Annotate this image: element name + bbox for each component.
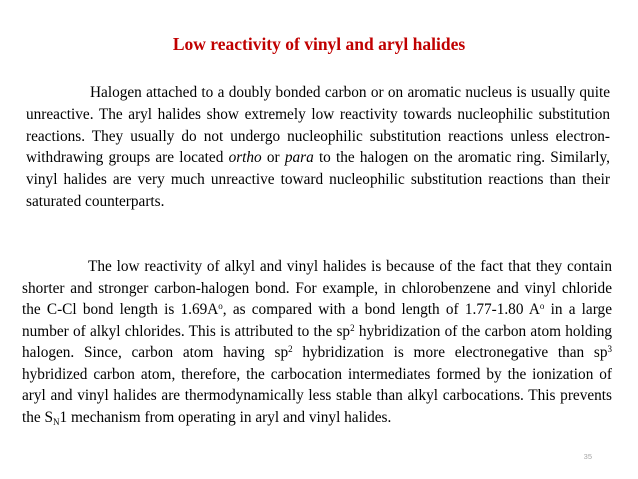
paragraph-vinyl-aryl-unreactivity bbox=[26, 82, 610, 213]
paragraph1-text-a: Halogen attached to a doubly bonded carbon or on aromatic nucleus is usually quite unreactive. The aryl halides show extremely low reactivity towards nucleophilic substitution reactions. They usually do not undergo nucleophilic substitution reactions unless electron-withdrawing groups are located bbox=[26, 84, 610, 167]
paragraph1-text-b: to the halogen on the aromatic ring. Similarly, vinyl halides are very much unreactive toward nucleophilic substitution reactions than their saturated counterparts. bbox=[26, 149, 610, 210]
slide-title: Low reactivity of vinyl and aryl halides bbox=[172, 34, 466, 54]
sp2-superscript-1: 2 bbox=[350, 322, 355, 333]
sn-subscript: N bbox=[53, 416, 60, 427]
paragraph1-or: or bbox=[266, 149, 280, 167]
angstrom-degree-1: o bbox=[218, 301, 223, 311]
paragraph2-text-c: in a large number of alkyl chlorides. This is attributed to the sp bbox=[22, 301, 612, 340]
term-ortho: ortho bbox=[228, 149, 262, 167]
paragraph2-text-e: hybridization is more electronegative than sp bbox=[302, 344, 608, 361]
paragraph2-text-g: 1 mechanism from operating in aryl and vinyl halides. bbox=[59, 408, 392, 426]
angstrom-degree-2: o bbox=[539, 301, 545, 311]
paragraph2-text-b: , as compared with a bond length of 1.77-1.80 A bbox=[222, 301, 540, 318]
paragraph2-text-f: hybridized carbon atom, therefore, the carbocation intermediates formed by the ionization of aryl and vinyl halides are thermodynamically less stable than alkyl carbocations. This prevents the S bbox=[22, 365, 612, 426]
paragraph-bond-length-explanation bbox=[22, 256, 612, 428]
sp2-superscript-2: 2 bbox=[288, 344, 293, 354]
sp3-superscript: 3 bbox=[607, 344, 613, 354]
paragraph2-text-d: hybridization of the carbon atom holding halogen. Since, carbon atom having sp bbox=[22, 322, 613, 361]
term-para: para bbox=[284, 149, 314, 167]
paragraph2-text-a: The low reactivity of alkyl and vinyl halides is because of the fact that they contain shorter and stronger carbon-halogen bond. For example, in chlorobenzene and vinyl chloride the C-Cl bond length is 1.69A bbox=[22, 258, 612, 318]
page-number: 35 bbox=[583, 452, 592, 461]
